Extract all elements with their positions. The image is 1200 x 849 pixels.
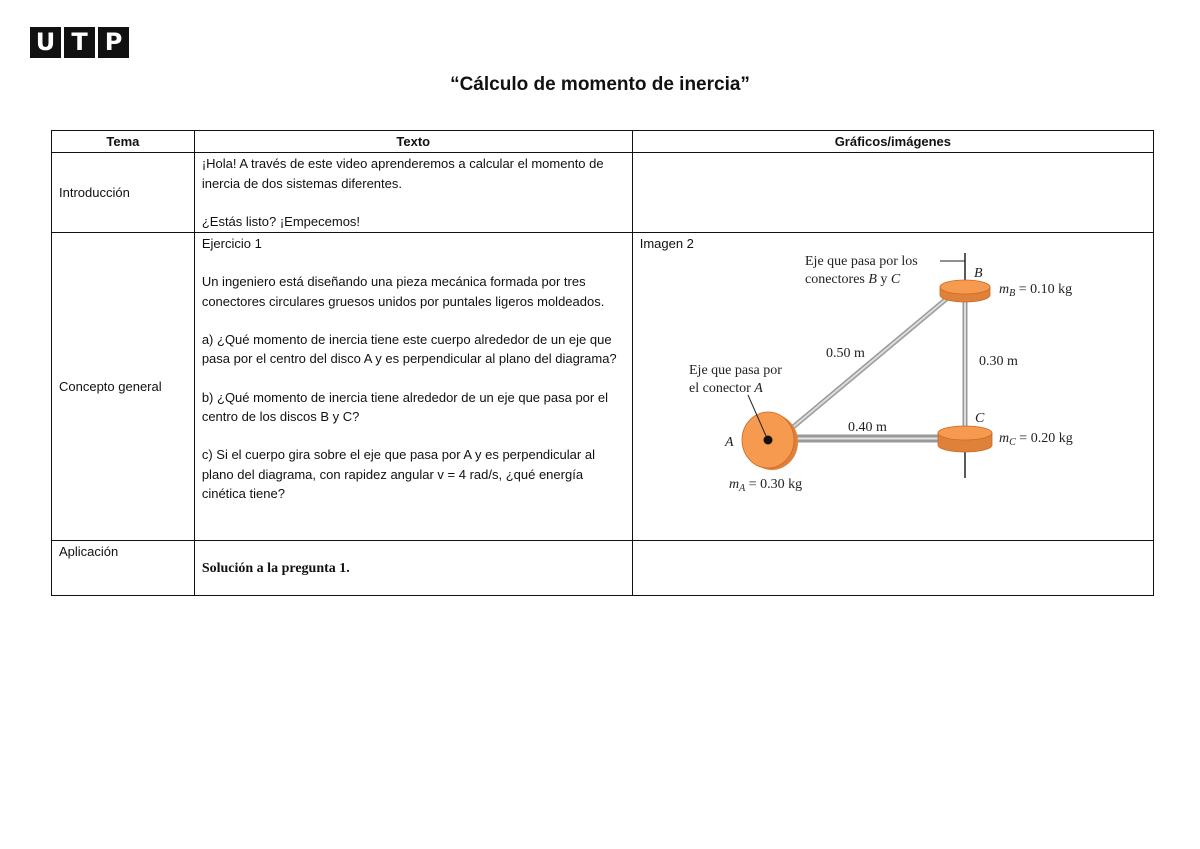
graficos-introduccion xyxy=(632,153,1153,233)
label-c: C xyxy=(974,411,985,427)
enunciado-text: Un ingeniero está diseñando una pieza mecánica formada por tres conectores circulares gruesos unidos por puntales ligeros moldeados. xyxy=(201,274,605,309)
graficos-aplicacion xyxy=(632,541,1153,596)
table-row-introduccion xyxy=(52,153,1154,233)
mass-a: $m_A = 0.30$ kg xyxy=(728,477,802,495)
disk-c-top xyxy=(938,426,992,440)
axis-a-dot xyxy=(763,436,772,445)
tema-aplicacion: Aplicación xyxy=(52,541,195,596)
eje-bc-line2: conectores B y C xyxy=(804,272,900,288)
texto-aplicacion xyxy=(194,541,632,596)
label-b: B xyxy=(973,266,983,282)
content-table xyxy=(51,130,1154,596)
inertia-diagram xyxy=(633,253,1133,541)
imagen-label: Imagen 2 xyxy=(639,236,694,252)
intro-question: ¿Estás listo? ¡Empecemos! xyxy=(201,213,361,229)
logo-letter-p: P xyxy=(98,27,129,58)
solucion-label: Solución a la pregunta 1. xyxy=(201,561,350,577)
tema-concepto-general: Concepto general xyxy=(52,233,195,541)
texto-introduccion xyxy=(194,153,632,233)
question-a: a) ¿Qué momento de inercia tiene este cuerpo alrededor de un eje que pasa por el centro del disco A y es perpendicular al plano del diagrama? xyxy=(201,332,617,367)
table-row-concepto xyxy=(52,233,1154,541)
logo-letter-t: T xyxy=(64,27,95,58)
eje-bc-line1: Eje que pasa por los xyxy=(804,254,918,270)
header-graficos: Gráficos/imágenes xyxy=(632,131,1153,153)
table-row-aplicacion xyxy=(52,541,1154,596)
header-texto: Texto xyxy=(194,131,632,153)
graficos-concepto xyxy=(632,233,1153,541)
dist-ac: 0.40 m xyxy=(847,420,887,436)
table-header-row xyxy=(52,131,1154,153)
document-title: “Cálculo de momento de inercia” xyxy=(450,74,750,95)
logo-letter-u: U xyxy=(30,27,61,58)
mass-c: $m_C = 0.20$ kg xyxy=(998,431,1073,449)
ejercicio-label: Ejercicio 1 xyxy=(201,236,262,252)
mass-b: $m_B = 0.10$ kg xyxy=(998,282,1072,300)
header-tema: Tema xyxy=(52,131,195,153)
question-b: b) ¿Qué momento de inercia tiene alrededor de un eje que pasa por el centro de los discos B y C? xyxy=(201,389,608,424)
dist-ab: 0.50 m xyxy=(825,346,865,362)
question-c: c) Si el cuerpo gira sobre el eje que pasa por A y es perpendicular al plano del diagrama, con rapidez angular v = 4 rad/s, ¿qué energía cinética tiene? xyxy=(201,447,595,501)
dist-bc: 0.30 m xyxy=(978,354,1018,370)
utp-logo xyxy=(30,27,129,58)
eje-a-line2: el conector A xyxy=(688,381,763,397)
disk-b-top xyxy=(940,280,990,294)
intro-greeting: ¡Hola! A través de este video aprenderemos a calcular el momento de inercia de dos sistemas diferentes. xyxy=(201,156,604,191)
label-a: A xyxy=(724,435,734,451)
tema-introduccion: Introducción xyxy=(52,153,195,233)
eje-a-line1: Eje que pasa por xyxy=(688,363,782,379)
texto-concepto xyxy=(194,233,632,541)
